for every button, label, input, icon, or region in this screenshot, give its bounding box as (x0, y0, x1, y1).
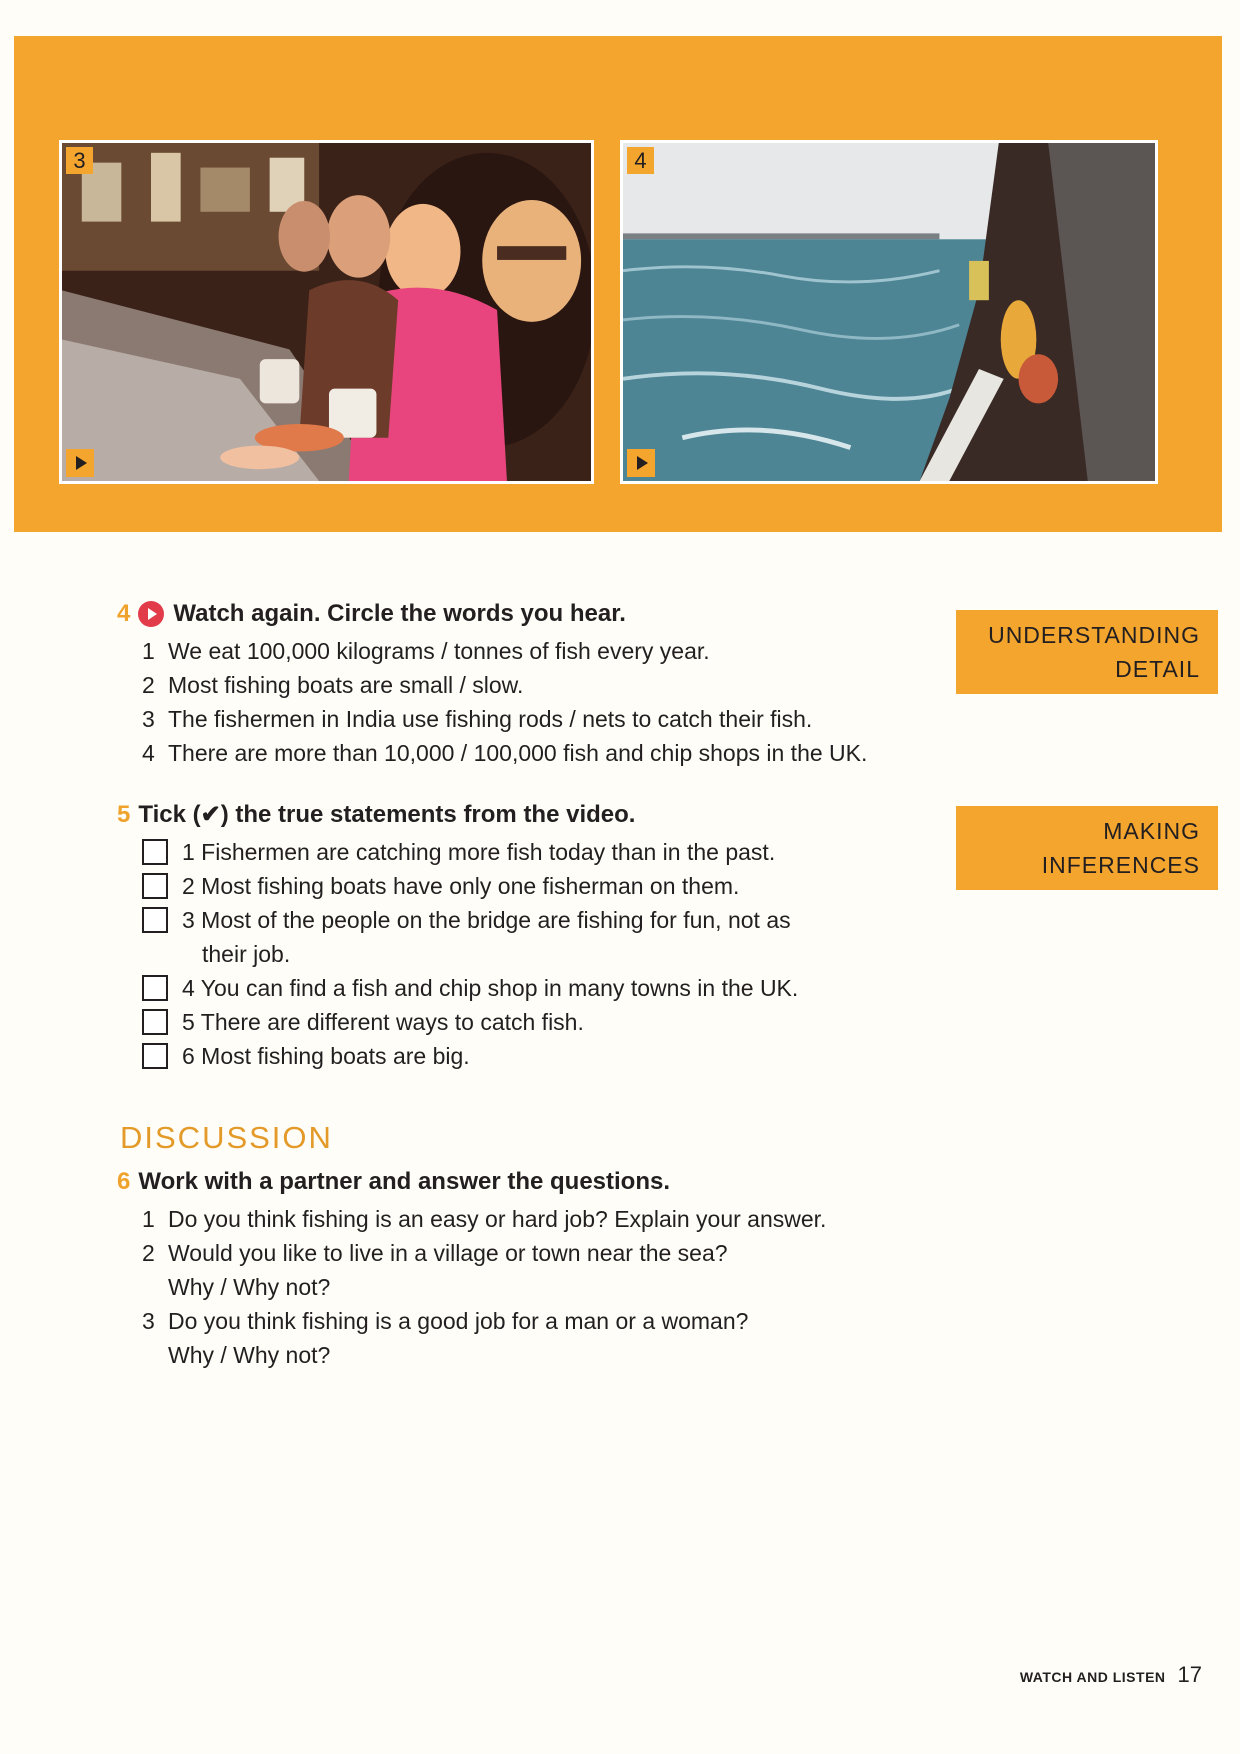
sea-boat-image (623, 143, 1155, 481)
play-button[interactable] (66, 449, 94, 477)
discussion-question (142, 1202, 826, 1236)
tick-item (142, 971, 798, 1005)
task-5-items (142, 835, 798, 1073)
item-number: 3 (142, 706, 155, 732)
video-still-4[interactable] (620, 140, 1158, 484)
question-text: Why / Why not? (168, 1342, 331, 1368)
tick-checkbox[interactable] (142, 975, 168, 1001)
statement-text: 3 Most of the people on the bridge are fishing for fun, not as (182, 907, 791, 933)
video-still-3[interactable] (59, 140, 594, 484)
photo-number-badge: 4 (627, 147, 654, 174)
tick-item (142, 869, 798, 903)
tick-item (142, 835, 798, 869)
item-text: Most fishing boats are small / slow. (168, 672, 524, 698)
photo-number-badge: 3 (66, 147, 93, 174)
page-footer (1020, 1662, 1202, 1688)
discussion-question-continued (142, 1338, 826, 1372)
item-number: 1 (142, 638, 155, 664)
play-button[interactable] (627, 449, 655, 477)
item-number: 4 (142, 740, 155, 766)
task-number: 6 (117, 1168, 131, 1195)
understanding-detail-label: UNDERSTANDING DETAIL (956, 610, 1218, 694)
tick-checkbox[interactable] (142, 907, 168, 933)
task-number: 5 (117, 800, 131, 828)
page-number: 17 (1177, 1662, 1202, 1687)
statement-text-continued: their job. (202, 941, 291, 967)
task-item (142, 702, 867, 736)
item-number: 3 (142, 1308, 155, 1334)
task-4-items (142, 634, 867, 770)
restaurant-scene-image (62, 143, 591, 481)
item-text: There are more than 10,000 / 100,000 fish and chip shops in the UK. (168, 740, 868, 766)
statement-text: 2 Most fishing boats have only one fisherman on them. (182, 873, 740, 899)
statement-text: 1 Fishermen are catching more fish today than in the past. (182, 839, 776, 865)
task-instruction: Watch again. Circle the words you hear. (173, 600, 626, 627)
task-instruction: Tick (✔) the true statements from the video. (138, 801, 636, 828)
question-text: Do you think fishing is an easy or hard job? Explain your answer. (168, 1206, 827, 1232)
task-item (142, 736, 867, 770)
tick-checkbox[interactable] (142, 1009, 168, 1035)
tick-item (142, 1005, 798, 1039)
video-play-icon[interactable] (138, 601, 164, 627)
task-item (142, 634, 867, 668)
task-4-heading (117, 600, 867, 628)
item-text: We eat 100,000 kilograms / tonnes of fish every year. (168, 638, 710, 664)
task-5-heading (117, 800, 798, 829)
task-6 (117, 1168, 826, 1372)
item-text: The fishermen in India use fishing rods / nets to catch their fish. (168, 706, 813, 732)
discussion-question-continued (142, 1270, 826, 1304)
section-label: WATCH AND LISTEN (1019, 1669, 1166, 1685)
discussion-heading: DISCUSSION (120, 1120, 333, 1155)
tick-item (142, 903, 798, 971)
task-6-heading (117, 1168, 826, 1196)
statement-text: 5 There are different ways to catch fish. (182, 1009, 584, 1035)
making-inferences-label: MAKING INFERENCES (956, 806, 1218, 890)
discussion-question (142, 1236, 826, 1270)
statement-text: 6 Most fishing boats are big. (182, 1043, 470, 1069)
tick-item (142, 1039, 798, 1073)
task-4 (117, 600, 867, 770)
statement-text: 4 You can find a fish and chip shop in many towns in the UK. (182, 975, 799, 1001)
tick-checkbox[interactable] (142, 1043, 168, 1069)
task-instruction: Work with a partner and answer the questions. (138, 1168, 671, 1195)
task-number: 4 (117, 600, 131, 627)
item-number: 2 (142, 1240, 155, 1266)
task-5 (117, 800, 798, 1073)
task-item (142, 668, 867, 702)
item-number: 2 (142, 672, 155, 698)
discussion-question (142, 1304, 826, 1338)
question-text: Would you like to live in a village or town near the sea? (168, 1240, 728, 1266)
tick-checkbox[interactable] (142, 839, 168, 865)
item-number: 1 (142, 1206, 155, 1232)
question-text: Do you think fishing is a good job for a man or a woman? (168, 1308, 749, 1334)
question-text: Why / Why not? (168, 1274, 331, 1300)
discussion-questions (142, 1202, 826, 1372)
tick-checkbox[interactable] (142, 873, 168, 899)
